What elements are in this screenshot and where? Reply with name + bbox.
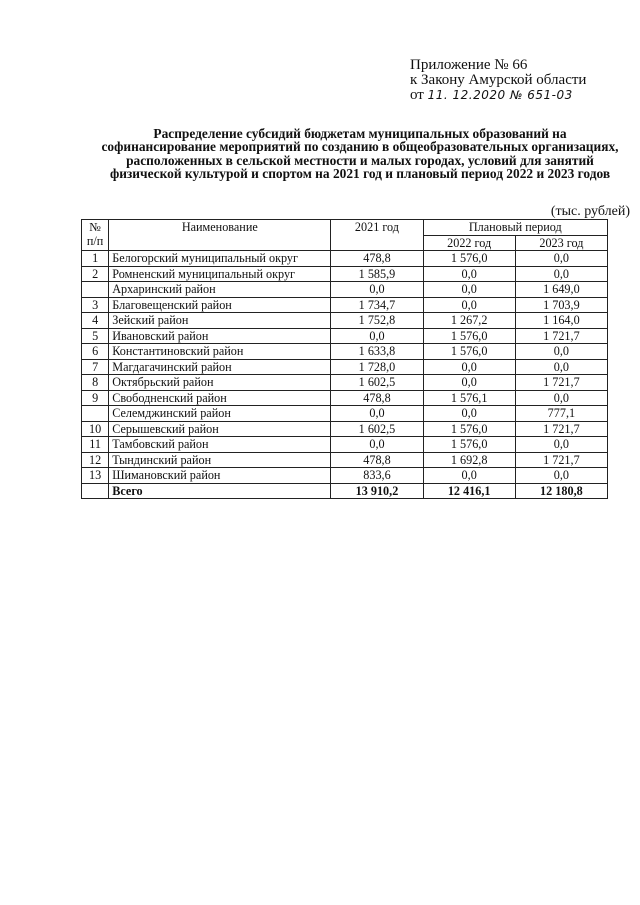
row-value-2021: 1 734,7 [331, 297, 423, 313]
row-value-2022: 1 576,0 [423, 421, 515, 437]
row-name: Ромненский муниципальный округ [109, 266, 331, 282]
appendix-date-line [410, 88, 620, 103]
row-value-2022: 0,0 [423, 282, 515, 298]
row-number [82, 282, 109, 298]
table-row [82, 282, 608, 298]
total-2022: 12 416,1 [423, 483, 515, 499]
appendix-number: Приложение № 66 [410, 57, 528, 73]
row-number: 8 [82, 375, 109, 391]
row-value-2023: 1 721,7 [515, 421, 607, 437]
table-row [82, 406, 608, 422]
row-value-2021: 1 728,0 [331, 359, 423, 375]
total-2021: 13 910,2 [331, 483, 423, 499]
row-value-2021: 0,0 [331, 328, 423, 344]
header-name: Наименование [109, 220, 331, 251]
row-name: Архаринский район [109, 282, 331, 298]
row-value-2021: 478,8 [331, 452, 423, 468]
handwritten-date-number: 11. 12.2020 № 651-03 [427, 88, 573, 102]
header-planned-period: Плановый период [423, 220, 607, 236]
table-row [82, 251, 608, 267]
table-row [82, 390, 608, 406]
row-number: 6 [82, 344, 109, 360]
table-row [82, 452, 608, 468]
row-value-2022: 1 576,0 [423, 251, 515, 267]
row-number: 3 [82, 297, 109, 313]
row-value-2021: 1 602,5 [331, 421, 423, 437]
table-row [82, 375, 608, 391]
row-name: Тындинский район [109, 452, 331, 468]
row-value-2021: 478,8 [331, 251, 423, 267]
row-number: 2 [82, 266, 109, 282]
row-value-2022: 0,0 [423, 359, 515, 375]
row-number: 11 [82, 437, 109, 453]
table-row [82, 344, 608, 360]
row-value-2023: 1 649,0 [515, 282, 607, 298]
table-body [82, 251, 608, 499]
row-value-2023: 0,0 [515, 266, 607, 282]
header-2021: 2021 год [331, 220, 423, 251]
row-name: Свободненский район [109, 390, 331, 406]
row-value-2021: 478,8 [331, 390, 423, 406]
units-label: (тыс. рублей) [550, 204, 630, 219]
row-name: Селемджинский район [109, 406, 331, 422]
header-number: № п/п [82, 220, 109, 251]
row-value-2022: 1 576,0 [423, 328, 515, 344]
row-value-2021: 0,0 [331, 282, 423, 298]
row-value-2023: 0,0 [515, 390, 607, 406]
header-2023: 2023 год [515, 235, 607, 251]
row-name: Ивановский район [109, 328, 331, 344]
table-row [82, 266, 608, 282]
row-value-2023: 0,0 [515, 437, 607, 453]
table-row [82, 313, 608, 329]
subsidy-table [81, 219, 608, 499]
row-name: Октябрьский район [109, 375, 331, 391]
row-value-2023: 0,0 [515, 251, 607, 267]
table-row [82, 359, 608, 375]
table-row [82, 437, 608, 453]
total-row [82, 483, 608, 499]
row-value-2021: 833,6 [331, 468, 423, 484]
row-value-2023: 1 721,7 [515, 452, 607, 468]
row-value-2023: 1 164,0 [515, 313, 607, 329]
row-number: 4 [82, 313, 109, 329]
row-number: 13 [82, 468, 109, 484]
row-number: 10 [82, 421, 109, 437]
appendix-header [410, 58, 620, 103]
row-name: Шимановский район [109, 468, 331, 484]
row-value-2021: 1 585,9 [331, 266, 423, 282]
row-value-2023: 1 703,9 [515, 297, 607, 313]
row-number: 5 [82, 328, 109, 344]
row-value-2022: 0,0 [423, 468, 515, 484]
row-name: Благовещенский район [109, 297, 331, 313]
row-value-2022: 1 576,0 [423, 437, 515, 453]
row-name: Константиновский район [109, 344, 331, 360]
table-row [82, 328, 608, 344]
row-value-2023: 777,1 [515, 406, 607, 422]
total-2023: 12 180,8 [515, 483, 607, 499]
row-name: Белогорский муниципальный округ [109, 251, 331, 267]
row-value-2021: 1 602,5 [331, 375, 423, 391]
row-value-2022: 0,0 [423, 297, 515, 313]
table-row [82, 421, 608, 437]
row-value-2021: 1 752,8 [331, 313, 423, 329]
document-title: Распределение субсидий бюджетам муниципальных образований на софинансирование мероприятий по созданию в общеобразовательных организациях, расположенных в сельской местности и малых городах, условий для занятий физической культурой и спортом на 2021 год и плановый период 2022 и 2023 годов [101, 126, 619, 182]
row-number: 1 [82, 251, 109, 267]
row-number: 7 [82, 359, 109, 375]
row-number: 9 [82, 390, 109, 406]
row-value-2022: 1 692,8 [423, 452, 515, 468]
row-value-2023: 0,0 [515, 344, 607, 360]
total-number [82, 483, 109, 499]
row-name: Серышевский район [109, 421, 331, 437]
row-value-2021: 0,0 [331, 437, 423, 453]
row-value-2021: 1 633,8 [331, 344, 423, 360]
row-value-2023: 0,0 [515, 359, 607, 375]
row-value-2022: 1 576,1 [423, 390, 515, 406]
row-value-2022: 0,0 [423, 266, 515, 282]
total-label: Всего [109, 483, 331, 499]
row-value-2022: 0,0 [423, 375, 515, 391]
row-value-2023: 0,0 [515, 468, 607, 484]
row-number: 12 [82, 452, 109, 468]
row-number [82, 406, 109, 422]
row-value-2021: 0,0 [331, 406, 423, 422]
row-value-2022: 1 576,0 [423, 344, 515, 360]
header-2022: 2022 год [423, 235, 515, 251]
appendix-law: к Закону Амурской области [410, 72, 587, 88]
table-row [82, 468, 608, 484]
row-name: Тамбовский район [109, 437, 331, 453]
row-value-2023: 1 721,7 [515, 375, 607, 391]
row-value-2022: 1 267,2 [423, 313, 515, 329]
appendix-date-prefix: от [410, 87, 424, 103]
table-row [82, 297, 608, 313]
row-value-2023: 1 721,7 [515, 328, 607, 344]
row-name: Магдагачинский район [109, 359, 331, 375]
row-name: Зейский район [109, 313, 331, 329]
row-value-2022: 0,0 [423, 406, 515, 422]
